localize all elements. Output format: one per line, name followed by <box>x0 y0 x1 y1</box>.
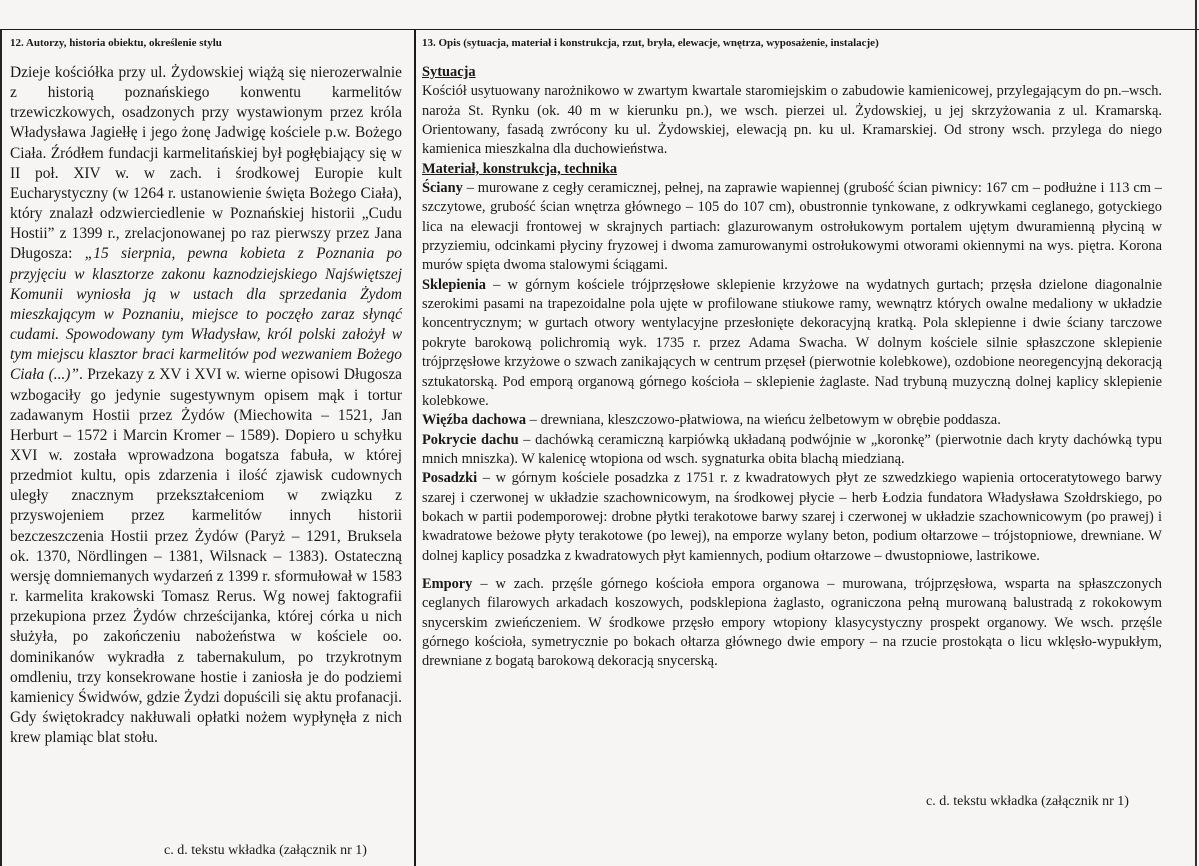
frame-top-line <box>0 29 1199 30</box>
empory-text: – w zach. przęśle górnego kościoła empora organowa – murowana, trójprzęsłowa, wsparta na spłaszczonych ceglanych filarowych arkadach koszowych, podsklepiona żaglasto, ograniczona pełną murowaną balustradą z rokokowym snycerskim zwieńczeniem. W środkowe przęsło empory wtopiony klasycystyczny prospekt organowy. We wsch. przęśle górnego kościoła, symetrycznie po bokach ołtarza głównego dwie empory – na rzucie prostokąta o licu wklęsło-wypukłym, drewniane z bogatą barokową dekoracją snycerską. <box>422 575 1162 670</box>
sklepienia-paragraph <box>422 276 1162 411</box>
sklepienia-term: Sklepienia <box>422 276 486 293</box>
sciany-term: Ściany <box>422 180 463 197</box>
posadzki-text: – w górnym kościele posadzka z 1751 r. z kwadratowych płyt ze szwedzkiego wapienia ortoceratytowego barwy szarej i czerwonej w układzie szachownicowym, na środkowej płycie – herb Łodzia fundatora Władysława Szołdrskiego, po bokach w partii podemporowej: drobne płytki terakotowe barwy szarej i czerwonej w układzie szachownicowym (po prawej) i kwadratowe beżowe płyty terakotowe (po lewej), na emporze wylany beton, podium ołtarzowe – trójstopniowe, drewniane. W dolnej kaplicy posadzka z kwadratowych płyt kamiennych, podium ołtarzowe – dwustopniowe, lastrikowe. <box>422 470 1162 564</box>
description-column <box>422 35 1162 672</box>
posadzki-paragraph <box>422 469 1162 566</box>
sklepienia-text: – w górnym kościele trójprzęsłowe sklepienie krzyżowe na wydatnych gurtach; przęsła dzielone diagonalnie szerokimi pasami na trapezoidalne pola ujęte w profilowane stiukowe ramy, wewnątrz których owalne medaliony w układzie koncentrycznym; w gurtach otwory wentylacyjne przesłonięte dekoracyjną kratką. Pola sklepienne i dwie ściany tarczowe pokryte barokową polichromią wyk. 1735 r. przez Adama Swacha. W dolnym kościele silnie spłaszczone sklepienie trójprzęsłowe krzyżowe o szwach zanikających w centrum przęseł (pierwotnie kolebkowe), ozdobione neoregencyjną dekoracją sztukatorską. Pod emporą organową górnego kościoła – sklepienie żaglaste. Nad trybuną muzyczną dolnej kaplicy sklepienie kolebkowe. <box>422 276 1162 409</box>
history-text-part-1: Dzieje kościółka przy ul. Żydowskiej wiążą się nierozerwalnie z historią poznańskiego konwentu karmelitów trzewiczkowych, osadzonych przy wystawionym przez króla Władysława Jagiełłę i jego żonę Jadwigę kościele p.w. Bożego Ciała. Źródłem fundacji karmelitańskiej był pogłębiający się w II poł. XIV w. w zach. i środkowej Europie kult Eucharystyczny (w 1264 r. ustanowienie święta Bożego Ciała), który znalazł odzwierciedlenie w Poznańskiej historii „Cudu Hostii” z 1399 r., zrelacjonowanej po raz pierwszy przez Jana Długosza: <box>10 64 402 263</box>
pokrycie-paragraph <box>422 431 1162 470</box>
empory-term: Empory <box>422 575 473 592</box>
dlugosz-quote: „15 sierpnia, pewna kobieta z Poznania po przyjęciu w klasztorze zakonu kaznodziejskiego Najświętszej Komunii wyniosła ją w ustach dla sprzedania Żydom mieszkającym w Poznaniu, miejsce to poczęło zaraz słynąć cudami. Spowodowany tym Władysław, król polski założył w tym miejscu klasztor braci karmelitów pod wezwaniem Bożego Ciała (...)” <box>10 245 402 384</box>
sytuacja-paragraph: Kościół usytuowany narożnikowo w zwartym kwartale staromiejskim o zabudowie kamienicowej, przylegającym do pn.–wsch. naroża St. Rynku (ok. 40 m w kierunku pn.), we wsch. pierzei ul. Żydowskiej, u jej skrzyżowania z ul. Kramarską. Orientowany, fasadą zwrócony ku ul. Żydowskiej, elewacją pn. ku ul. Kramarskiej. Od strony wsch. przylega do niego kamienica mieszkalna dla duchowieństwa. <box>422 83 1162 158</box>
wiezba-text: – drewniana, kleszczowo-płatwiowa, na wieńcu żelbetowym w obrębie poddasza. <box>526 412 1001 429</box>
frame-left-line <box>0 29 2 866</box>
history-text-part-2: . Przekazy z XV i XVI w. wierne opisowi Długosza wzbogaciły go jedynie sugestywnym opisem mąk i tortur zadawanym Hostii przez Żydów (Miechowita – 1521, Jan Herburt – 1572 i Marcin Kromer – 1589). Dopiero u schyłku XVI w. została wprowadzona bogatsza fabuła, w której przedmiot kultu, opis zdarzenia i ilość zjawisk cudownych uległy znacznym przekształceniom w związku z przyswojeniem przez karmelitów innych historii bezczeszczenia Hostii przez Żydów (Paryż – 1291, Bruksela ok. 1370, Nördlingen – 1381, Wilsnack – 1383). Ostateczną wersję domniemanych wydarzeń z 1399 r. sformułował w 1583 r. karmelita krakowski Tomasz Rerus. Wg nowej faktografii przekupiona przez Żydów chrześcijanka, której córka u nich służyła, po zakończeniu nabożeństwa w kościele oo. dominikanów wykradła z tabernakulum, po trzykrotnym omdleniu, trzy konsekrowane hostie i zaniosła je do podziemi kamienicy Świdwów, gdzie Żydzi dopuścili się aktu profanacji. Gdy świętokradcy nakłuwali opłatki nożem wypłynęła z nich krew plamiąc blat stołu. <box>10 366 402 747</box>
description-header: 13. Opis (sytuacja, materiał i konstrukcja, rzut, bryła, elewacje, wnętrza, wyposażenie, instalacje) <box>422 37 879 49</box>
section-heading-sytuacja: Sytuacja <box>422 64 476 80</box>
history-column <box>10 35 402 748</box>
pokrycie-text: – dachówką ceramiczną karpiówką układaną podwójnie w „koronkę” (pierwotnie dach kryty dachówką typu mnich mniszka). W kalenicę wtopiona od wsch. sygnaturka obita blachą miedzianą. <box>422 431 1162 467</box>
section-heading-material: Materiał, konstrukcja, technika <box>422 160 618 177</box>
pokrycie-term: Pokrycie dachu <box>422 431 519 448</box>
empory-paragraph <box>422 575 1162 672</box>
history-header: 12. Autorzy, historia obiektu, określenie stylu <box>10 37 222 49</box>
history-text <box>10 63 402 748</box>
description-footer-note: c. d. tekstu wkładka (załącznik nr 1) <box>926 794 1129 809</box>
history-footer-note: c. d. tekstu wkładka (załącznik nr 1) <box>164 843 367 858</box>
frame-right-line <box>1195 0 1197 866</box>
description-body <box>422 63 1162 672</box>
sciany-paragraph <box>422 179 1162 276</box>
posadzki-term: Posadzki <box>422 470 478 487</box>
paragraph-gap <box>422 566 1162 575</box>
column-divider <box>414 29 416 866</box>
wiezba-term: Więźba dachowa <box>422 412 527 429</box>
wiezba-paragraph <box>422 411 1162 430</box>
sciany-text: – murowane z cegły ceramicznej, pełnej, na zaprawie wapiennej (grubość ścian piwnicy: 167 cm – podłużne i 113 cm – szczytowe, grubość ścian wnętrza głównego – 105 do 107 cm), obustronnie tynkowane, z odkrywkami ceglanego, gotyckiego lica na elewacji frontowej w skrajnych partiach: glazurowanym ostrołukowym portalem ujętym dwuramienną płyciną w przyziemiu, odcinkami płyciny fryzowej i dwoma zamurowanymi ostrołukowymi otworami okiennymi na wys. piętra. Korona murów spięta dwoma stalowymi ściągami. <box>422 180 1162 274</box>
